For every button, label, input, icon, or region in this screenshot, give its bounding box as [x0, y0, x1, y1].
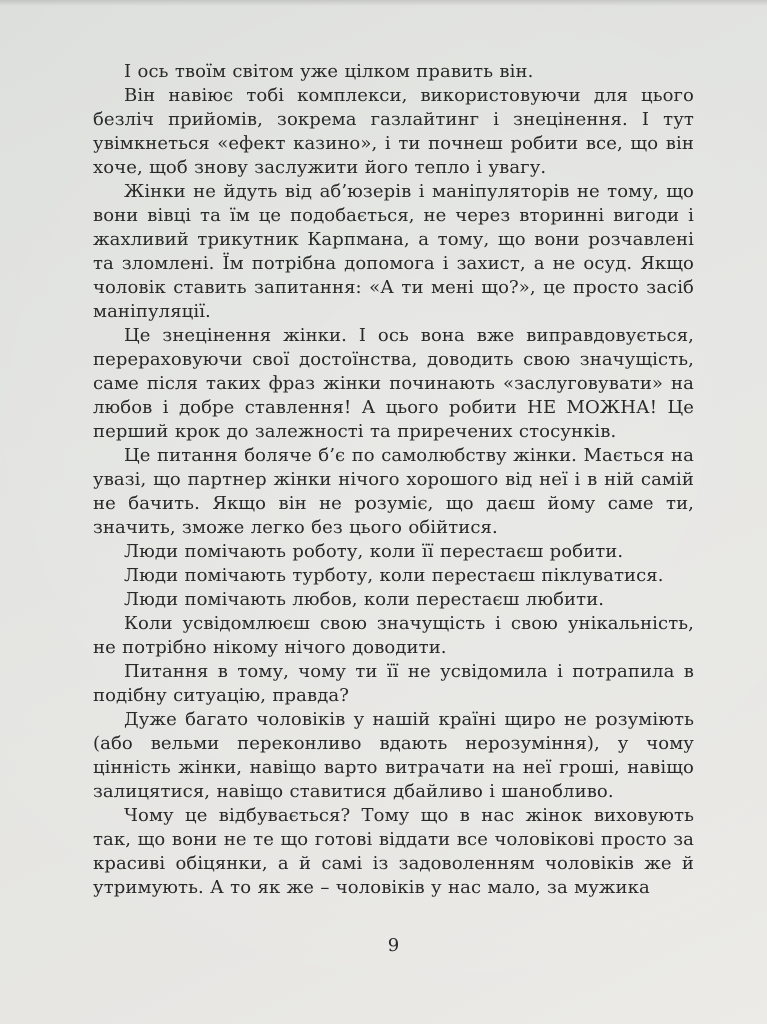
paragraph: Люди помічають любов, коли перестаєш любити. [124, 589, 605, 610]
paragraph: Коли усвідомлюєш свою значущість і свою унікальність, не потрібно нікому нічого доводити. [93, 613, 694, 658]
paragraph: Він навіює тобі комплекси, використовуючи для цього безліч прийомів, зокрема газлайтинг і знецінення. І тут увімкнеться «ефект казино», і ти почнеш робити все, що він хоче, щоб знову заслужити його тепло і увагу. [93, 85, 694, 178]
paragraph: Дуже багато чоловіків у нашій країні щиро не розуміють (або вельми переконливо вдають нерозуміння), у чому цінність жінки, навіщо варто витрачати на неї гроші, навіщо залицятися, навіщо ставитися дбайливо і шанобливо. [93, 709, 694, 802]
paragraph: І ось твоїм світом уже цілком править він. [124, 61, 534, 82]
paragraph: Люди помічають роботу, коли її перестаєш робити. [124, 541, 624, 562]
paragraph: Чому це відбувається? Тому що в нас жінок виховують так, що вони не те що готові віддати все чоловікові просто за красиві обіцянки, а й самі із задоволенням чоловіків же й утримують. А то як же – чоловіків у нас мало, за мужика [93, 805, 694, 898]
paragraph: Жінки не йдуть від аб’юзерів і маніпуляторів не тому, що вони вівці та їм це подобається, не через вторинні вигоди і жахливий трикутник Карпмана, а тому, що вони розчавлені та зломлені. Їм потрібна допомога і захист, а не осуд. Якщо чоловік ставить запитання: «А ти мені що?», це просто засіб маніпуляції. [93, 181, 694, 322]
paragraph: Це питання боляче б’є по самолюбству жінки. Мається на увазі, що партнер жінки нічого хорошого від неї і в ній самій не бачить. Якщо він не розуміє, що даєш йому саме ти, значить, зможе легко без цього обійтися. [93, 445, 694, 538]
page-number: 9 [387, 935, 400, 956]
paragraph: Люди помічають турботу, коли перестаєш піклуватися. [124, 565, 664, 586]
page-edge-shadow [0, 0, 767, 6]
paragraph: Це знецінення жінки. І ось вона вже виправдовується, перераховуючи свої достоїнства, доводить свою значущість, саме після таких фраз жінки починають «заслуговувати» на любов і добре ставлення! А цього робити НЕ МОЖНА! Це перший крок до залежності та приречених стосунків. [93, 325, 694, 442]
page-text [93, 60, 694, 900]
paragraph: Питання в тому, чому ти її не усвідомила і потрапила в подібну ситуацію, правда? [93, 661, 694, 706]
